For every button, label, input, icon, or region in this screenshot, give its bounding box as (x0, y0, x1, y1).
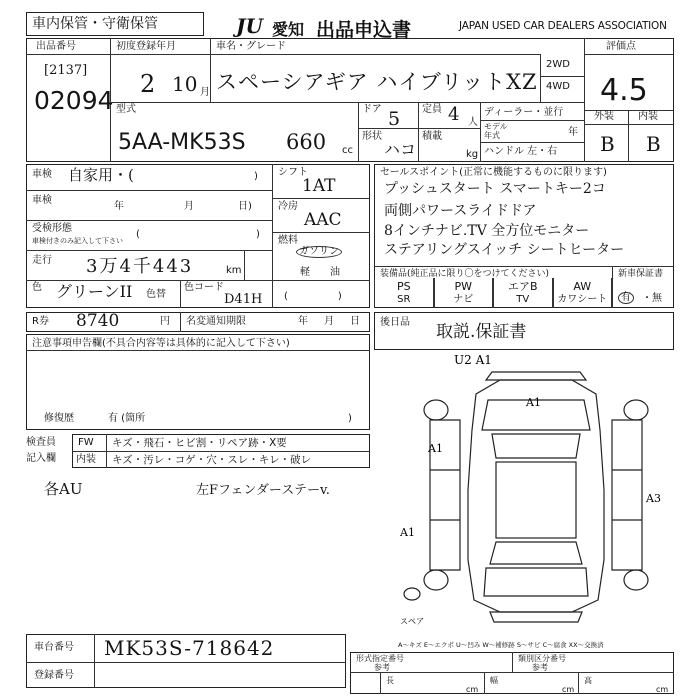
drive-2wd: 2WD (546, 59, 570, 70)
footer-length-cm: cm (466, 685, 479, 694)
fw-text: キズ・飛石・ヒビ割・リペア跡・X要 (112, 437, 287, 449)
color-code-label: 色コード (184, 282, 224, 293)
registration-number-label: 登録番号 (34, 670, 74, 681)
ju-logo: JU (236, 14, 263, 38)
name-change-year: 年 (298, 316, 308, 327)
doors-value: 5 (388, 108, 401, 130)
handle-label: ハンドル 左・右 (484, 146, 558, 157)
ac-value: AAC (304, 210, 342, 230)
lot-number: 02094 (34, 86, 114, 115)
shape-value: ハコ (384, 140, 417, 159)
sales-points-label: セールスポイント(正常に機能するものに限ります) (380, 167, 607, 178)
footer-length-label: 長 (386, 676, 394, 685)
shaken-close: ) (254, 171, 258, 182)
equipment-item-bottom: カワシート (557, 294, 608, 305)
mileage-unit: km (226, 265, 242, 276)
fuel-label: 燃料 (278, 235, 298, 246)
repair-label: 修復歴 (44, 413, 74, 424)
storage-label: 車内保管・守衛保管 (32, 16, 158, 32)
sales-point-4: ステアリングスイッチ シートヒーター (384, 242, 625, 258)
footer-height-label: 高 (584, 676, 592, 685)
color-value: グリーンII (56, 282, 133, 301)
form-sub-label: 車検付きのみ記入して下さい (32, 237, 123, 245)
inspector-note-2: 左Fフェンダーステーv. (196, 483, 330, 498)
fuel-paren: ( ) (284, 291, 342, 302)
drive-4wd: 4WD (546, 81, 570, 92)
recycle-unit: 円 (160, 316, 170, 327)
dealer-label: ディーラー・並行 (484, 107, 564, 118)
repair-value: 有 (箇所 (108, 413, 146, 424)
footer-width-cm: cm (562, 685, 575, 694)
footer-height-cm: cm (656, 685, 669, 694)
footer-ref-label-2: 参考 (532, 663, 548, 672)
car-damage-diagram (400, 350, 672, 632)
logo-region: 愛知 (272, 20, 305, 39)
load-unit: kg (466, 149, 479, 160)
inspector-label-1: 検査員 (26, 437, 56, 448)
car-name-value: スペーシアギア ハイブリットXZ (216, 70, 538, 94)
fuel-light: 軽 (300, 267, 310, 278)
name-change-month: 月 (324, 316, 334, 327)
registration-month: 10 (172, 72, 198, 96)
interior-check-text: キズ・汚レ・コゲ・穴・スレ・キレ・破レ (112, 454, 312, 466)
color-label: 色 (32, 282, 42, 293)
cc-value: 660 (286, 130, 327, 154)
form-title: 出品申込書 (316, 19, 412, 41)
documents-label: 後日品 (380, 317, 410, 328)
diagram-mark-a3: A3 (646, 492, 661, 505)
warranty-no: ・無 (642, 293, 662, 304)
exterior-value: B (600, 132, 615, 156)
registration-label: 初度登録年月 (116, 41, 176, 52)
model-year-box: 年 (568, 127, 578, 138)
inspector-label-2: 記入欄 (26, 453, 56, 464)
sales-point-2: 両側パワースライドドア (384, 203, 537, 219)
footer-width-label: 幅 (490, 676, 498, 685)
fuel-gasoline: ガソリン (296, 246, 342, 258)
capacity-unit: 人 (468, 117, 478, 128)
fuel-oil: 油 (330, 267, 340, 278)
capacity-value: 4 (448, 104, 460, 125)
inspector-note-1: 各AU (44, 480, 83, 498)
load-label: 積載 (422, 131, 442, 142)
registration-year: 2 (140, 70, 156, 98)
equipment-cell (553, 278, 613, 308)
footer-model-label: 形式指定番号 (356, 654, 404, 663)
warranty-yes: 有 (618, 292, 634, 304)
form-paren-close: ) (256, 229, 260, 240)
shift-value: 1AT (302, 176, 336, 196)
shaken2-label: 車検 (32, 195, 52, 206)
lot-sub-number: [2137] (44, 63, 88, 78)
documents-value: 取説.保証書 (436, 322, 527, 342)
warranty-label: 新車保証書 (618, 269, 664, 279)
score-label: 評価点 (606, 41, 636, 52)
equipment-item-bottom: SR (397, 294, 411, 305)
ac-label: 冷房 (278, 201, 298, 212)
equipment-item-bottom: TV (516, 294, 530, 305)
recycle-value: 8740 (76, 311, 120, 331)
shift-label: シフト (278, 167, 308, 178)
mileage-label: 走行 (32, 255, 52, 266)
equipment-item-bottom: ナビ (453, 294, 474, 305)
equipment-item-top: エアB (507, 280, 538, 293)
fw-label: FW (78, 437, 94, 448)
shaken-month: 月 (184, 201, 194, 212)
diagram-mark-a1-hood: A1 (526, 396, 541, 409)
recycle-label: R券 (32, 316, 49, 327)
shaken-year: 年 (114, 201, 124, 212)
repair-close: ) (348, 413, 352, 424)
diagram-spare-label: スペア (400, 617, 424, 626)
sales-point-3: 8インチナビ.TV 全方位モニター (384, 223, 590, 239)
capacity-label: 定員 (422, 104, 442, 115)
doors-label: ドア (362, 104, 382, 115)
footer-class-label: 類別区分番号 (518, 654, 566, 663)
equipment-item-top: PS (396, 280, 411, 293)
diagram-mark-u2a1: U2 A1 (454, 353, 492, 367)
color-code-value: D41H (224, 292, 263, 307)
shaken-label: 車検 (32, 169, 52, 180)
score-value: 4.5 (600, 73, 648, 108)
exterior-label: 外装 (594, 111, 614, 122)
equipment-label: 装備品(純正品に限り〇をつけてください) (380, 269, 550, 279)
diagram-legend: A～キズ E～エクボ U～凹み W～補修跡 S～サビ C～腐食 XX～交換済 (398, 641, 604, 649)
notes-label: 注意事項申告欄(不具合内容等は具体的に記入して下さい) (32, 338, 290, 349)
registration-month-unit: 月 (200, 87, 210, 98)
shaken-day: 日) (238, 201, 252, 212)
mileage-value: 3万4千443 (86, 256, 194, 277)
model-year-label: モデル 年式 (484, 122, 508, 140)
shape-label: 形状 (362, 131, 382, 142)
equipment-item-top: AW (573, 280, 592, 293)
interior-check-label: 内装 (76, 454, 96, 465)
shaken-value: 自家用・( (68, 166, 134, 184)
lot-label: 出品番号 (36, 41, 76, 52)
model-label: 型式 (116, 104, 136, 115)
interior-value: B (646, 132, 661, 156)
cc-unit: cc (342, 145, 353, 156)
diagram-mark-a1-rear: A1 (400, 526, 415, 539)
chassis-value: MK53S-718642 (104, 636, 275, 660)
name-change-day: 日 (350, 316, 360, 327)
model-value: 5AA-MK53S (118, 130, 246, 155)
form-paren-open: ( (136, 229, 140, 240)
name-change-label: 名変通知期限 (186, 316, 246, 327)
equipment-cell (374, 278, 434, 308)
association-name: JAPAN USED CAR DEALERS ASSOCIATION (459, 20, 667, 32)
equipment-item-top: PW (454, 280, 472, 293)
form-label: 受検形態 (32, 223, 72, 234)
car-name-label: 車名・グレード (216, 41, 286, 52)
equipment-cell (434, 278, 494, 308)
color-change-label: 色替 (146, 289, 166, 300)
interior-label: 内装 (638, 111, 658, 122)
equipment-cell (493, 278, 553, 308)
diagram-mark-a1-left: A1 (428, 442, 443, 455)
chassis-label: 車台番号 (34, 642, 74, 653)
sales-point-1: プッシュスタート スマートキー2コ (384, 181, 606, 197)
footer-ref-label-1: 参考 (374, 663, 390, 672)
